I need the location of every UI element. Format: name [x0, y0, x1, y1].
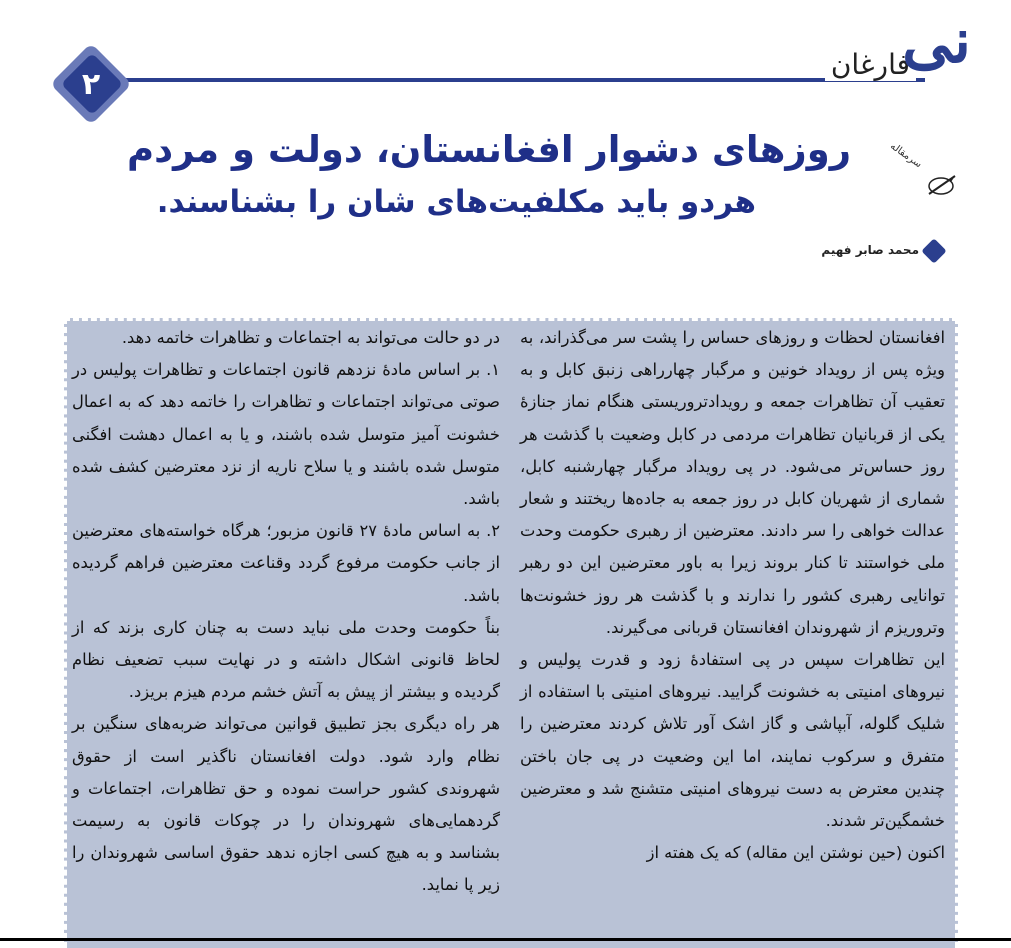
brand-logo: نی [902, 4, 971, 77]
paragraph: در دو حالت می‌تواند به اجتماعات و تظاهرات خاتمه دهد. [121, 328, 500, 347]
paragraph: ۲. به اساس مادهٔ ۲۷ قانون مزبور؛ هرگاه خواسته‌های معترضین از جانب حکومت مرفوع گردد وقناعت معترضین فراهم گردیده باشد. [72, 521, 500, 605]
paragraph: ۱. بر اساس مادهٔ نزدهم قانون اجتماعات و تظاهرات پولیس در صوتی می‌تواند اجتماعات و تظاهرات را خاتمه دهد که به اعمال خشونت آمیز متوسل شده باشند، و یا به اعمال دهشت افگنی متوسل شده باشند و یا سلاح ناریه از نزد معترضین کشف شده باشد. [72, 360, 500, 509]
header-rule [100, 78, 925, 82]
author-marker-icon [921, 238, 946, 263]
page-number: ۲ [81, 66, 101, 102]
paragraph: اکنون (حین نوشتن این مقاله) که یک هفته از [646, 843, 945, 863]
section-name: فارغان [825, 48, 916, 81]
paragraph: بناً حکومت وحدت ملی نباید دست به چنان کاری بزند که از لحاظ قانونی اشکال داشته و در نهایت سبب تضعیف نظام گردیده و بیشتر از پیش به آتش خشم مردم هیزم بریزد. [72, 617, 500, 702]
article-column-left [72, 322, 500, 902]
paragraph: این تظاهرات سپس در پی استفادهٔ زود و قدرت پولیس و نیروهای امنیتی به خشونت گرایید. نیروهای امنیتی با استفاده از شلیک گلوله، آبپاشی و گاز اشک آور تلاش کردند معترضین را متفرق و سرکوب نمایند، اما این وضعیت در پی جان باختن چندین معترض به دست نیروهای امنیتی متشنج شد و معترضین خشمگین‌تر شدند. [520, 650, 945, 831]
editorial-tag: سرمقاله [888, 140, 924, 171]
author-name: محمد صابر فهیم [821, 243, 919, 257]
quill-pen-icon [925, 172, 959, 198]
paragraph: هر راه دیگری بجز تطبیق قوانین می‌تواند ضربه‌های سنگین بر نظام وارد شود. دولت افغانستان ناگذیر است از حقوق شهروندی کشور حراست نموده و حق تظاهرات، اجتماعات و گردهمایی‌های شهروندان را در چوکات قانون به رسیمت بشناسد و به هیچ کسی اجازه ندهد حقوق اساسی شهروندان را زیر پا نماید. [72, 714, 500, 895]
article-column-right [520, 322, 945, 869]
article-title-line-1: روزهای دشوار افغانستان، دولت و مردم [127, 128, 851, 171]
paragraph: افغانستان لحظات و روزهای حساس را پشت سر می‌گذراند، به ویژه پس از رویداد خونین و مرگبار چهارراهی زنبق کابل و به تعقیب آن تظاهرات جمعه و رویدادتروریستی هنگام نماز جنازهٔ یکی از قربانیان تظاهرات مردمی در کابل وضعیت با گذشت هر روز حساس‌تر می‌شود. در پی رویداد مرگبار چهارشنبه کابل، شماری از شهریان کابل در روز جمعه به جاده‌ها ریختند و شعار عدالت خواهی را سر دادند. معترضین از رهبری حکومت وحدت ملی خواستند تا کنار بروند زیرا به باور معترضین این دو رهبر توانایی رهبری کشور را ندارند و با گذشت هر روز خشونت‌ها وتروریزم از شهروندان افغانستان قربانی می‌گیرند. [520, 328, 945, 637]
article-title-line-2: هردو باید مکلفیت‌های شان را بشناسند. [156, 184, 756, 220]
